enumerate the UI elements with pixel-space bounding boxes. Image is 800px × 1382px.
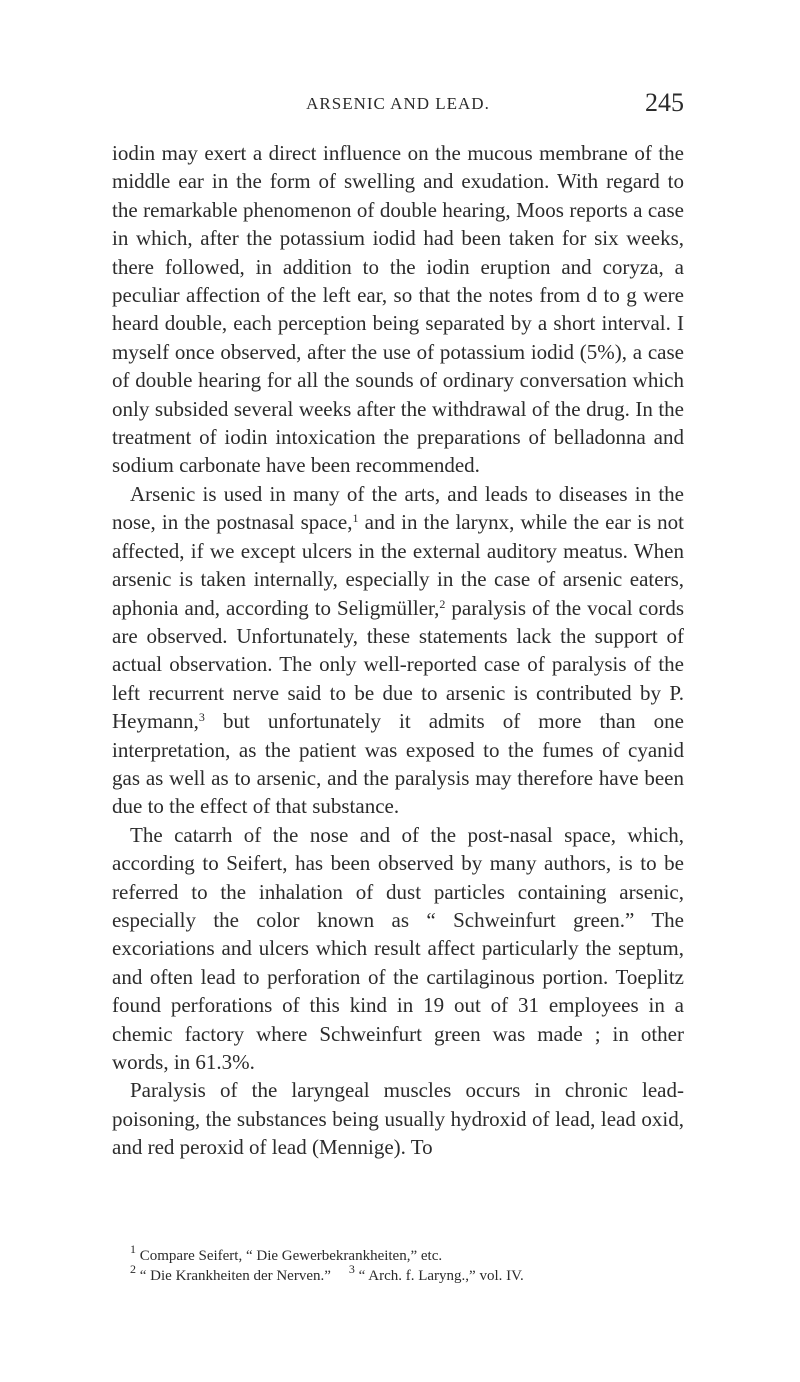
paragraph-2-text: and in the larynx, while the ear is not affected, if we except ulcers in the external auditory meatus. When arsenic is taken internally, especially in the case of arsenic eaters, aphonia and, according to Seligmüller, bbox=[112, 510, 685, 620]
footnote-mark-1: 1 bbox=[130, 1242, 136, 1256]
paragraph-1: iodin may exert a direct influence on the mucous membrane of the middle ear in the form of swelling and exudation. With regard to the remarkable phenomenon of double hearing, Moos reports a case in which, after the potassium iodid had been taken for six weeks, there followed, in addition to the iodin eruption and coryza, a peculiar affection of the left ear, so that the notes from d to g were heard double, each perception being separated by a short interval. I myself once observed, after the use of potassium iodid (5%), a case of double hearing for all the sounds of ordinary conversation which only subsided several weeks after the withdrawal of the drug. In the treatment of iodin intoxication the preparations of belladonna and sodium carbonate have been recommended. bbox=[112, 141, 684, 478]
page-header bbox=[112, 88, 684, 122]
running-head: ARSENIC AND LEAD. bbox=[306, 94, 490, 113]
footnote-1 bbox=[130, 1242, 443, 1266]
paragraph-2 bbox=[112, 480, 684, 821]
paragraph-2-text: paralysis of the vocal cords are observed. Unfortunately, these statements lack the support of actual observation. The only well-reported case of paralysis of the left recurrent nerve said to be due to arsenic is contributed by P. Heymann, bbox=[112, 595, 684, 734]
footnote-3 bbox=[348, 1262, 524, 1286]
footnote-2 bbox=[130, 1262, 331, 1286]
body-text bbox=[112, 139, 684, 1162]
footnote-ref-3: 3 bbox=[198, 710, 205, 725]
footnote-2-text: “ Die Krankheiten der Nerven.” bbox=[139, 1268, 331, 1284]
footnote-line-1 bbox=[112, 1242, 684, 1266]
footnote-line-2 bbox=[112, 1262, 684, 1286]
footnote-ref-1: 1 bbox=[352, 511, 359, 526]
footnote-1-text: Compare Seifert, “ Die Gewerbekrankheiten,” etc. bbox=[139, 1248, 443, 1264]
footnote-mark-3: 3 bbox=[348, 1262, 355, 1276]
paragraph-3: The catarrh of the nose and of the post-nasal space, which, according to Seifert, has been observed by many authors, is to be referred to the inhalation of dust particles containing arsenic, especially the color known as “ Schweinfurt green.” The excoriations and ulcers which result affect particularly the septum, and often lead to perforation of the cartilaginous portion. Toeplitz found perforations of this kind in 19 out of 31 employees in a chemic factory where Schweinfurt green was made ; in other words, in 61.3%. bbox=[112, 822, 684, 1074]
footnote-mark-2: 2 bbox=[130, 1262, 136, 1276]
page-number: 245 bbox=[645, 88, 684, 117]
paragraph-4: Paralysis of the laryngeal muscles occurs in chronic lead-poisoning, the substances being usually hydroxid of lead, lead oxid, and red peroxid of lead (Mennige). To bbox=[112, 1078, 684, 1160]
footnote-ref-2: 2 bbox=[439, 596, 446, 611]
paragraph-2-text: but unfortunately it admits of more than one interpretation, as the patient was exposed to the fumes of cyanid gas as well as to arsenic, and the paralysis may therefore have been due to the effect of that substance. bbox=[112, 709, 684, 819]
footnotes bbox=[112, 1242, 684, 1286]
footnote-3-text: “ Arch. f. Laryng.,” vol. IV. bbox=[358, 1268, 524, 1284]
paragraph-2-text: Arsenic is used in many of the arts, and leads to diseases in the nose, in the postnasal space, bbox=[112, 481, 684, 535]
